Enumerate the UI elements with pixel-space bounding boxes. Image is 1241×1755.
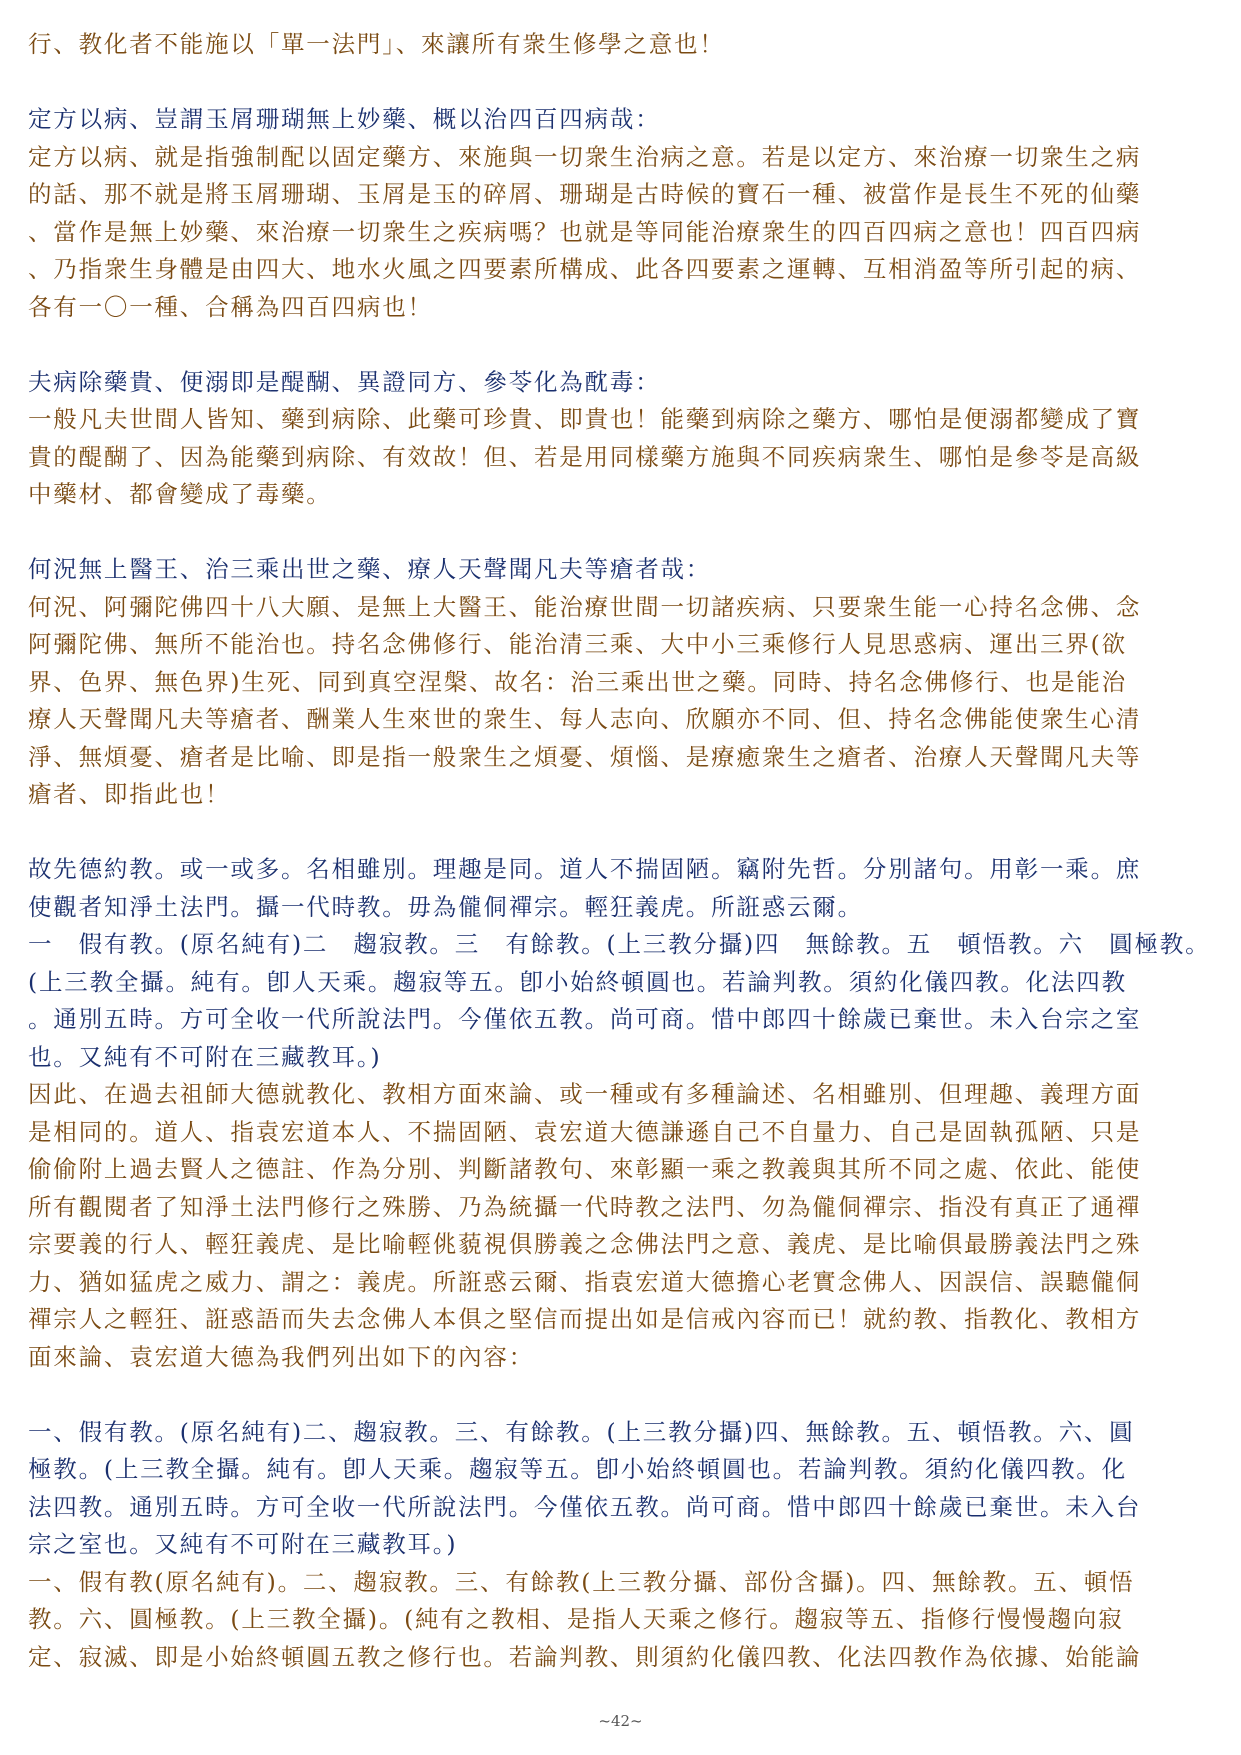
text-line: 貴的醍醐了、因為能藥到病除、有效故！但、若是用同樣藥方施與不同疾病衆生、哪怕是參苓是高級 xyxy=(28,442,1142,471)
text-line: 禪宗人之輕狂、誑惑語而失去念佛人本俱之堅信而提出如是信戒內容而已！就約教、指教化、教相方 xyxy=(28,1305,1142,1333)
commentary-paragraph xyxy=(28,1076,1218,1376)
text-line: 療人天聲聞凡夫等瘡者、酬業人生來世的衆生、每人志向、欣願亦不同、但、持名念佛能使衆生心清 xyxy=(28,705,1142,733)
source-text-paragraph xyxy=(28,101,1218,139)
page-number: ~42~ xyxy=(598,1712,643,1730)
text-line: 偷偷附上過去賢人之德註、作為分別、判斷諸教句、來彰顯一乘之教義與其所不同之處、依此、能使 xyxy=(28,1155,1142,1183)
commentary-paragraph xyxy=(28,401,1218,514)
text-line: 因此、在過去祖師大德就教化、教相方面來論、或一種或有多種論述、名相雖別、但理趣、義理方面 xyxy=(28,1080,1142,1108)
text-line: 的話、那不就是將玉屑珊瑚、玉屑是玉的碎屑、珊瑚是古時候的寶石一種、被當作是長生不死的仙藥 xyxy=(28,180,1142,208)
text-line: 一、假有教。(原名純有)二、趨寂教。三、有餘教。(上三教分攝)四、無餘教。五、頓悟教。六、圓 xyxy=(28,1417,1135,1446)
text-line: 何況無上醫王、治三乘出世之藥、療人天聲聞凡夫等瘡者哉： xyxy=(28,555,712,583)
text-line: 力、猶如猛虎之威力、謂之：義虎。所誑惑云爾、指袁宏道大德擔心老實念佛人、因誤信、誤聽儱侗 xyxy=(28,1267,1142,1296)
text-line: 面來論、袁宏道大德為我們列出如下的內容： xyxy=(28,1342,534,1371)
text-line: 也。又純有不可附在三藏教耳。) xyxy=(28,1042,382,1071)
text-line: 中藥材、都會變成了毒藥。 xyxy=(28,480,332,508)
paragraph-gap xyxy=(28,326,1218,364)
text-line: 一、假有教(原名純有)。二、趨寂教。三、有餘教(上三教分攝、部份含攝)。四、無餘教。五、頓悟 xyxy=(28,1567,1135,1596)
paragraph-gap xyxy=(28,514,1218,552)
text-line: 阿彌陀佛、無所不能治也。持名念佛修行、能治清三乘、大中小三乘修行人見思惑病、運出三界(欲 xyxy=(28,630,1127,658)
text-line: 夫病除藥貴、便溺即是醍醐、異證同方、參苓化為酖毒： xyxy=(28,367,661,396)
text-line: 界、色界、無色界)生死、同到真空涅槃、故名：治三乘出世之藥。同時、持名念佛修行、也是能治 xyxy=(28,667,1127,696)
text-line: 定方以病、就是指強制配以固定藥方、來施與一切衆生治病之意。若是以定方、來治療一切衆生之病 xyxy=(28,142,1142,171)
text-line: 各有一〇一種、合稱為四百四病也！ xyxy=(28,292,433,321)
commentary-paragraph xyxy=(28,139,1218,327)
text-line: 教。六、圓極教。(上三教全攝)。(純有之教相、是指人天乘之修行。趨寂等五、指修行慢慢趨向寂 xyxy=(28,1605,1124,1633)
text-line: 法四教。通別五時。方可全收一代所說法門。今僅依五教。尚可商。惜中郎四十餘歲已棄世。未入台 xyxy=(28,1492,1142,1521)
commentary-paragraph xyxy=(28,26,1218,64)
text-line: 淨、無煩憂、瘡者是比喻、即是指一般衆生之煩憂、煩惱、是療癒衆生之瘡者、治療人天聲聞凡夫等 xyxy=(28,742,1142,771)
text-line: 宗之室也。又純有不可附在三藏教耳。) xyxy=(28,1530,458,1558)
document-body xyxy=(28,26,1218,1676)
text-line: 極教。(上三教全攝。純有。卽人天乘。趨寂等五。卽小始終頓圓也。若論判教。須約化儀四教。化 xyxy=(28,1455,1127,1483)
text-line: 一 假有教。(原名純有)二 趨寂教。三 有餘教。(上三教分攝)四 無餘教。五 頓悟教。六 圓極教。 xyxy=(28,930,1211,958)
source-text-paragraph xyxy=(28,551,1218,589)
text-line: 所有觀閱者了知淨土法門修行之殊勝、乃為統攝一代時教之法門、勿為儱侗禪宗、指没有真正了通禪 xyxy=(28,1192,1142,1221)
text-line: 使觀者知淨土法門。攝一代時教。毋為儱侗禪宗。輕狂義虎。所誑惑云爾。 xyxy=(28,892,863,921)
paragraph-gap xyxy=(28,1376,1218,1414)
source-text-paragraph xyxy=(28,1414,1218,1564)
text-line: 宗要義的行人、輕狂義虎、是比喻輕佻藐視俱勝義之念佛法門之意、義虎、是比喻俱最勝義法門之殊 xyxy=(28,1230,1142,1258)
source-text-paragraph xyxy=(28,364,1218,402)
text-line: 一般凡夫世間人皆知、藥到病除、此藥可珍貴、即貴也！能藥到病除之藥方、哪怕是便溺都變成了寶 xyxy=(28,405,1142,433)
paragraph-gap xyxy=(28,64,1218,102)
text-line: 、當作是無上妙藥、來治療一切衆生之疾病嗎？也就是等同能治療衆生的四百四病之意也！四百四病 xyxy=(28,217,1142,246)
text-line: (上三教全攝。純有。卽人天乘。趨寂等五。卽小始終頓圓也。若論判教。須約化儀四教。化法四教 xyxy=(28,967,1127,996)
text-line: 、乃指衆生身體是由四大、地水火風之四要素所構成、此各四要素之運轉、互相消盈等所引起的病、 xyxy=(28,255,1142,283)
source-text-paragraph xyxy=(28,851,1218,1076)
text-line: 瘡者、即指此也！ xyxy=(28,780,231,808)
commentary-paragraph xyxy=(28,589,1218,814)
commentary-paragraph xyxy=(28,1564,1218,1677)
paragraph-gap xyxy=(28,814,1218,852)
text-line: 定、寂滅、即是小始終頓圓五教之修行也。若論判教、則須約化儀四教、化法四教作為依據、始能論 xyxy=(28,1642,1142,1671)
text-line: 。通別五時。方可全收一代所說法門。今僅依五教。尚可商。惜中郎四十餘歲已棄世。未入台宗之室 xyxy=(28,1005,1142,1033)
text-line: 何況、阿彌陀佛四十八大願、是無上大醫王、能治療世間一切諸疾病、只要衆生能一心持名念佛、念 xyxy=(28,592,1142,621)
text-line: 定方以病、豈謂玉屑珊瑚無上妙藥、概以治四百四病哉： xyxy=(28,105,661,133)
text-line: 故先德約教。或一或多。名相雖別。理趣是同。道人不揣固陋。竊附先哲。分別諸句。用彰一乘。庶 xyxy=(28,855,1142,883)
text-line: 是相同的。道人、指袁宏道本人、不揣固陋、袁宏道大德謙遜自己不自量力、自己是固執孤陋、只是 xyxy=(28,1117,1142,1146)
text-line: 行、教化者不能施以「單一法門」、來讓所有衆生修學之意也！ xyxy=(28,30,725,58)
